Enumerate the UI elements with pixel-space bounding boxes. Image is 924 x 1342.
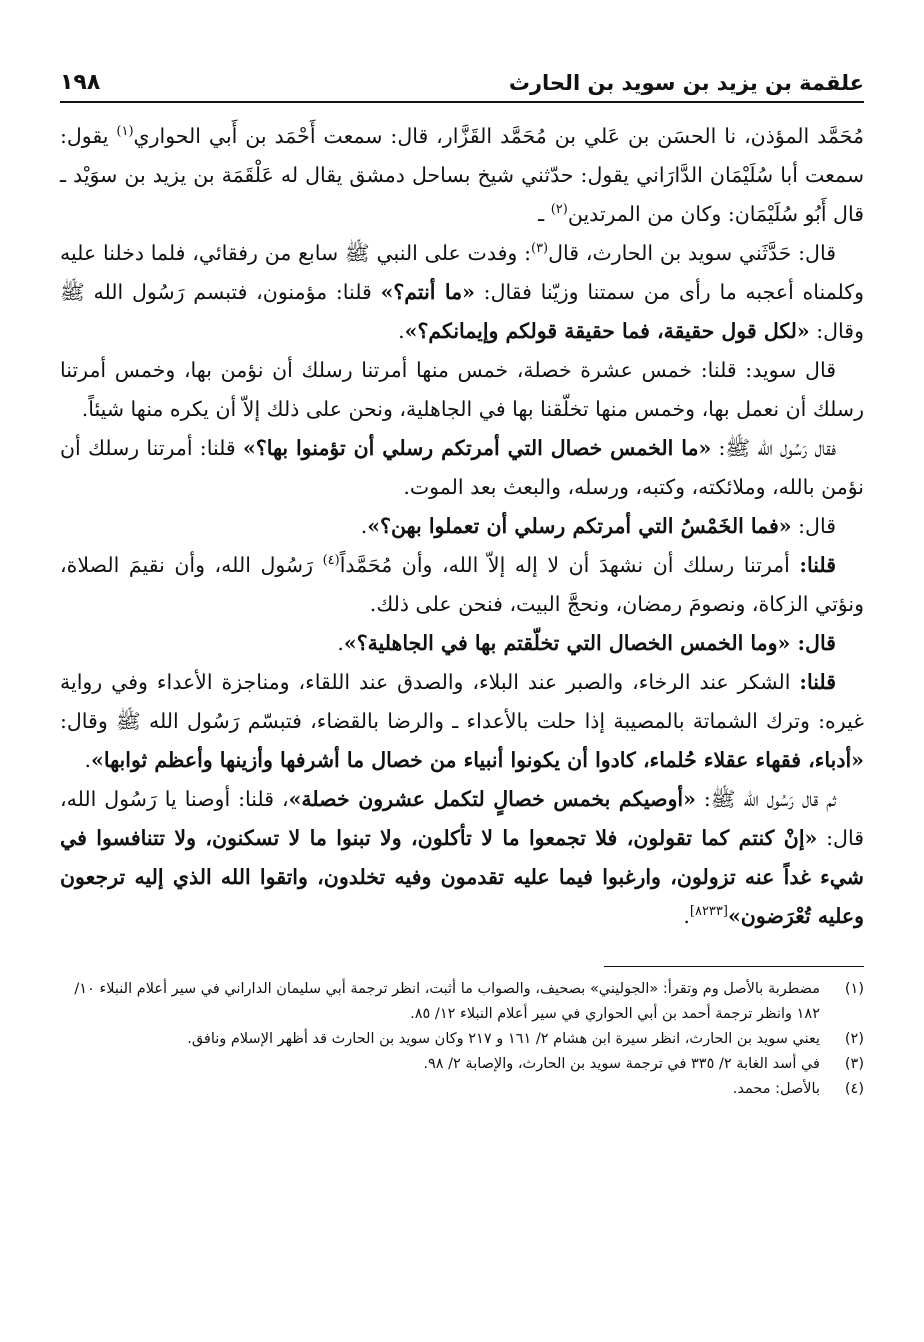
text-segment: : وفدت على النبي ﷺ سابع من رفقائي، فلما دخلنا عليه وكلمناه أعجبه ما رأى من سمتنا وزيّنا فقال: <box>60 241 864 304</box>
text-segment: قلنا: أمرتنا رسلك أن نؤمن بالله، وملائكته، وكتبه، ورسله، والبعث بعد الموت. <box>60 436 864 499</box>
paragraph <box>60 117 864 234</box>
footnote-number: (٣) <box>844 1056 864 1072</box>
paragraph <box>60 663 864 780</box>
text-segment: . <box>398 319 405 343</box>
footnote-marker: (٣) <box>530 241 549 257</box>
header-rule <box>60 101 864 103</box>
bold-text: «إنْ كنتم كما تقولون، فلا تجمعوا ما لا تأكلون، ولا تبنوا ما لا تسكنون، ولا تتنافسوا في شيء غداً عنه تزولون، وارغبوا فيما عليه تقدمون وفيه تخلدون، واتقوا الله الذي إليه ترجعون وعليه تُعْرَضون» <box>60 826 864 928</box>
text-segment: الشكر عند الرخاء، والصبر عند البلاء، والصدق عند اللقاء، ومناجزة الأعداء وفي رواية غيره: وترك الشماتة بالمصيبة إذا حلت بالأعداء ـ والرضا بالقضاء، فتبسّم رَسُول الله ﷺ وقال: <box>60 670 864 733</box>
footnote <box>60 1027 864 1052</box>
text-segment: رَسُول الله، وأن نقيمَ الصلاة، ونؤتي الزكاة، ونصومَ رمضان، ونحجَّ البيت، فنحن على ذلك. <box>60 553 864 616</box>
text-segment: . <box>360 514 368 538</box>
page-number: ١٩٨ <box>60 70 101 95</box>
text-segment: قلنا: مؤمنون، فتبسم رَسُول الله ﷺ وقال: <box>60 280 864 343</box>
footnote-number: (٤) <box>844 1081 864 1097</box>
footnotes <box>60 977 864 1102</box>
page-header <box>60 70 864 101</box>
footnote <box>60 977 864 1027</box>
footnote-marker: (٤) <box>322 553 340 569</box>
footnote-marker: (١) <box>116 124 134 140</box>
footnote-marker: [٨٢٣٣] <box>689 904 728 920</box>
bold-text: «أدباء، فقهاء عقلاء حُلماء، كادوا أن يكونوا أنبياء من خصال ما أشرفها وأزينها وأعظم ثوابها» <box>91 748 864 772</box>
text-segment: قال: حَدَّثَني سويد بن الحارث، قال <box>548 241 836 265</box>
bold-text: قال: «وما الخمس الخصال التي تخلّقتم بها في الجاهلية؟» <box>343 631 836 655</box>
text-segment: يقول: سمعت أبا سُلَيْمَان الدَّارَاني يقول: حدّثني شيخ بساحل دمشق يقال له عَلْقَمَة بن يزيد بن سوَيْد ـ قال أَبُو سُلَيْمَان: وكان من المرتدين <box>60 124 864 226</box>
paragraph <box>60 351 864 429</box>
text-segment: مُحَمَّد المؤذن، نا الحسَن بن عَلي بن مُحَمَّد القَزَّار، قال: سمعت أَحْمَد بن أَبي الحواري <box>133 124 865 148</box>
bold-text: «فما الخَمْسُ التي أمرتكم رسلي أن تعملوا بهن؟» <box>367 514 792 538</box>
paragraph <box>60 546 864 624</box>
text-segment: ثم قال رَسُول الله ﷺ: <box>695 787 837 811</box>
bold-text: «لكل قول حقيقة، فما حقيقة قولكم وإيمانكم؟» <box>404 319 810 343</box>
paragraph <box>60 429 864 507</box>
text-segment: قال سويد: قلنا: خمس عشرة خصلة، خمس منها أمرتنا رسلك أن نؤمن بها، وخمس أمرتنا رسلك أن نعمل بها، وخمس منها تخلّقنا بها في الجاهلية، ونحن على ذلك إلاّ أن يكره منها شيئاً. <box>60 358 864 421</box>
main-text <box>60 117 864 936</box>
footnote <box>60 1077 864 1102</box>
footnote-text: بالأصل: محمد. <box>732 1081 820 1097</box>
running-title: علقمة بن يزيد بن سويد بن الحارث <box>508 71 864 95</box>
paragraph <box>60 780 864 936</box>
footnote-text: مضطربة بالأصل وم وتقرأ: «الجوليني» بصحيف، والصواب ما أثبت، انظر ترجمة أبي سليمان الداراني في سير أعلام النبلاء ١٠/ ١٨٢ وانظر ترجمة أحمد بن أبي الحواري في سير أعلام النبلاء ١٢/ ٨٥. <box>74 981 820 1022</box>
bold-text: قلنا: <box>799 553 836 577</box>
footnote-text: يعني سويد بن الحارث، انظر سيرة ابن هشام ٢/ ١٦١ و ٢١٧ وكان سويد بن الحارث قد أظهر الإسلام ونافق. <box>187 1031 820 1047</box>
bold-text: «ما الخمس خصال التي أمرتكم رسلي أن تؤمنوا بها؟» <box>243 436 712 460</box>
footnote-rule <box>604 966 864 967</box>
text-segment: فقال رَسُول الله ﷺ: <box>711 436 836 460</box>
footnote <box>60 1052 864 1077</box>
paragraph <box>60 624 864 663</box>
bold-text: قلنا: <box>799 670 836 694</box>
text-segment: قال: <box>791 514 836 538</box>
bold-text: «أوصيكم بخمس خصالٍ لتكمل عشرون خصلة» <box>288 787 696 811</box>
text-segment: ، قلنا: أوصنا يا رَسُول الله، قال: <box>60 787 864 850</box>
bold-text: «ما أنتم؟» <box>380 280 475 304</box>
footnote-marker: (٢) <box>550 202 568 218</box>
text-segment: أمرتنا رسلك أن نشهدَ أن لا إله إلاّ الله، وأن مُحَمَّداً <box>339 553 800 577</box>
text-segment: . <box>683 904 690 928</box>
paragraph <box>60 507 864 546</box>
text-segment: ـ <box>538 202 551 226</box>
footnote-number: (٢) <box>844 1031 864 1047</box>
text-segment: . <box>337 631 344 655</box>
footnote-text: في أسد الغابة ٢/ ٣٣٥ في ترجمة سويد بن الحارث، والإصابة ٢/ ٩٨. <box>423 1056 820 1072</box>
text-segment: . <box>84 748 92 772</box>
paragraph <box>60 234 864 351</box>
book-page <box>60 70 864 1102</box>
footnote-number: (١) <box>844 981 864 997</box>
